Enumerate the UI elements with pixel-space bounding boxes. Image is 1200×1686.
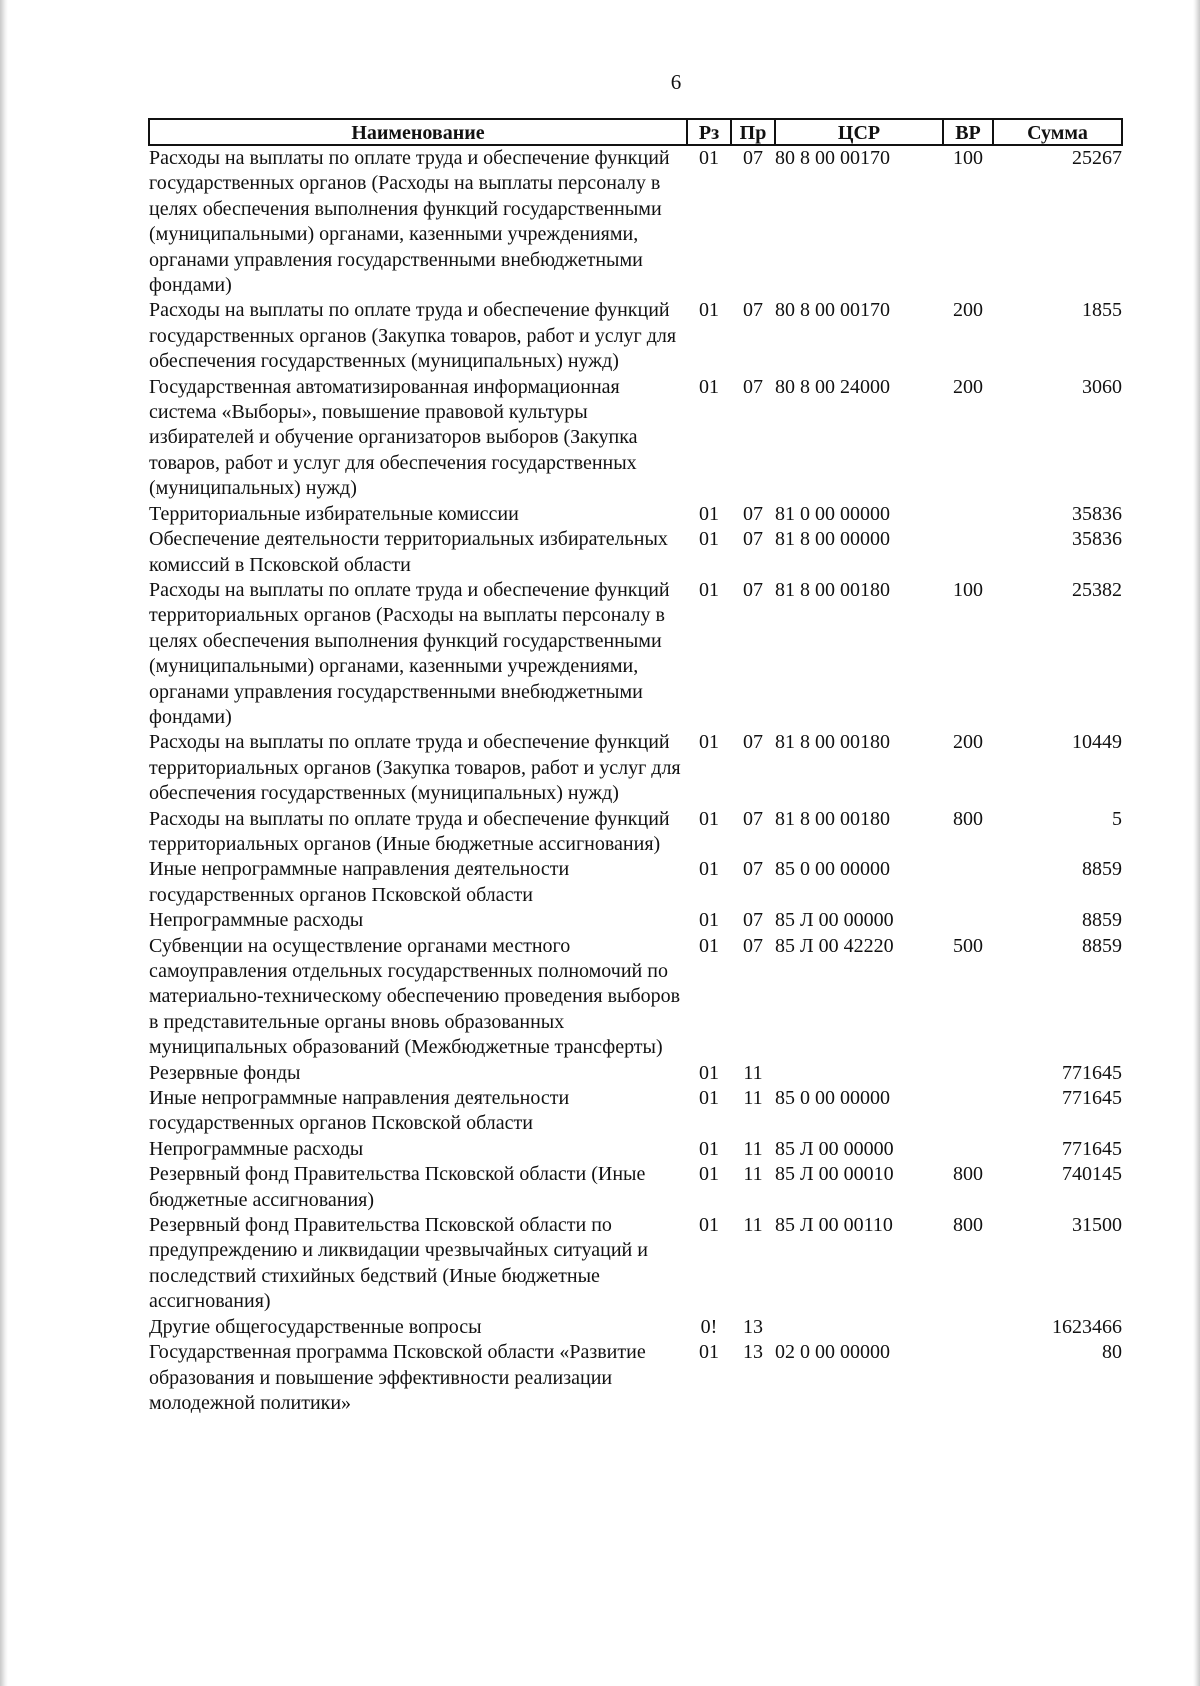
row-name: Субвенции на осуществление органами местного самоуправления отдельных государственных полномочий по материально-техническому обеспечению проведения выборов в представительные органы вновь образованных муниципальных образований (Межбюджетные трансферты)	[149, 934, 681, 1059]
row-sum: 8859	[1082, 934, 1122, 957]
row-csr: 02 0 00 00000	[775, 1341, 890, 1364]
row-csr: 80 8 00 00170	[775, 299, 890, 322]
row-pr: 07	[743, 502, 763, 525]
table-row	[149, 1315, 1122, 1340]
row-sum: 80	[1102, 1341, 1122, 1364]
budget-table	[148, 118, 1123, 1416]
row-csr: 85 Л 00 42220	[775, 934, 894, 957]
row-pr: 07	[743, 375, 763, 398]
table-body	[149, 145, 1122, 1416]
row-vr	[943, 1061, 993, 1086]
row-csr: 80 8 00 24000	[775, 375, 890, 398]
table-row	[149, 908, 1122, 933]
row-rz: 01	[699, 578, 719, 601]
row-rz: 01	[699, 1341, 719, 1364]
table-row	[149, 1162, 1122, 1213]
row-vr: 800	[953, 807, 983, 830]
header-csr: ЦСР	[775, 119, 943, 145]
row-sum: 771645	[1062, 1061, 1122, 1084]
row-pr: 07	[743, 934, 763, 957]
row-name: Расходы на выплаты по оплате труда и обеспечение функций территориальных органов (Закупка товаров, работ и услуг для обеспечения государственных (муниципальных) нужд)	[149, 731, 681, 805]
row-pr: 11	[743, 1061, 763, 1084]
row-vr	[943, 1315, 993, 1340]
row-vr	[943, 908, 993, 933]
row-csr: 81 0 00 00000	[775, 502, 890, 525]
row-vr	[943, 502, 993, 527]
table-row	[149, 857, 1122, 908]
row-sum: 35836	[1072, 528, 1122, 551]
row-csr: 81 8 00 00000	[775, 528, 890, 551]
row-vr: 800	[953, 1214, 983, 1237]
row-name: Иные непрограммные направления деятельности государственных органов Псковской области	[149, 1087, 570, 1135]
row-name: Территориальные избирательные комиссии	[149, 502, 519, 525]
row-pr: 11	[743, 1087, 763, 1110]
row-csr: 85 0 00 00000	[775, 1087, 890, 1110]
row-sum: 8859	[1082, 858, 1122, 881]
row-rz: 01	[699, 375, 719, 398]
row-pr: 11	[743, 1214, 763, 1237]
row-sum: 3060	[1082, 375, 1122, 398]
row-sum: 25267	[1072, 147, 1122, 169]
row-pr: 07	[743, 299, 763, 322]
table-row	[149, 1137, 1122, 1162]
row-sum: 10449	[1072, 731, 1122, 754]
table-row	[149, 1086, 1122, 1137]
row-sum: 8859	[1082, 909, 1122, 932]
row-sum: 25382	[1072, 578, 1122, 601]
row-rz: 01	[699, 731, 719, 754]
row-name: Непрограммные расходы	[149, 1137, 364, 1160]
row-csr: 81 8 00 00180	[775, 578, 890, 601]
table-row	[149, 527, 1122, 578]
row-vr: 800	[953, 1163, 983, 1186]
row-vr	[943, 1086, 993, 1137]
row-csr	[775, 1061, 943, 1086]
row-sum: 5	[1112, 807, 1122, 830]
row-name: Другие общегосударственные вопросы	[149, 1315, 482, 1338]
row-rz: 01	[699, 1163, 719, 1186]
row-name: Резервный фонд Правительства Псковской области по предупреждению и ликвидации чрезвычайных ситуаций и последствий стихийных бедствий (Иные бюджетные ассигнования)	[149, 1214, 648, 1313]
row-sum: 740145	[1062, 1163, 1122, 1186]
row-csr: 81 8 00 00180	[775, 731, 890, 754]
row-name: Расходы на выплаты по оплате труда и обеспечение функций территориальных органов (Расходы на выплаты персоналу в целях обеспечения выполнения функций государственными (муниципальными) органами, казенными учреждениями, органами управления государственными внебюджетными фондами)	[149, 578, 670, 728]
row-name: Государственная программа Псковской области «Развитие образования и повышение эффективности реализации молодежной политики»	[149, 1341, 646, 1414]
row-rz: 01	[699, 1214, 719, 1237]
row-pr: 07	[743, 528, 763, 551]
row-sum: 31500	[1072, 1214, 1122, 1237]
scan-edge-left	[0, 0, 8, 1686]
row-name: Расходы на выплаты по оплате труда и обеспечение функций территориальных органов (Иные бюджетные ассигнования)	[149, 807, 670, 855]
row-rz: 01	[699, 934, 719, 957]
table-row	[149, 807, 1122, 858]
row-name: Расходы на выплаты по оплате труда и обеспечение функций государственных органов (Закупка товаров, работ и услуг для обеспечения государственных (муниципальных) нужд)	[149, 299, 677, 373]
row-pr: 13	[743, 1341, 763, 1364]
row-name: Иные непрограммные направления деятельности государственных органов Псковской области	[149, 858, 570, 906]
row-csr: 85 Л 00 00110	[775, 1214, 893, 1237]
row-rz: 01	[699, 528, 719, 551]
row-pr: 07	[743, 578, 763, 601]
table-row	[149, 502, 1122, 527]
row-rz: 01	[699, 909, 719, 932]
row-pr: 07	[743, 909, 763, 932]
table-header-row	[149, 119, 1122, 145]
row-name: Обеспечение деятельности территориальных избирательных комиссий в Псковской области	[149, 528, 668, 576]
row-rz: 01	[699, 1087, 719, 1110]
row-pr: 07	[743, 731, 763, 754]
table-row	[149, 934, 1122, 1061]
table-row	[149, 730, 1122, 806]
row-rz: 01	[699, 807, 719, 830]
row-vr	[943, 1340, 993, 1416]
row-pr: 13	[743, 1315, 763, 1338]
table-row	[149, 298, 1122, 374]
row-name: Резервные фонды	[149, 1061, 301, 1084]
row-sum: 771645	[1062, 1087, 1122, 1110]
header-sum: Сумма	[993, 119, 1122, 145]
row-csr: 80 8 00 00170	[775, 147, 890, 169]
row-sum: 35836	[1072, 502, 1122, 525]
row-sum: 1855	[1082, 299, 1122, 322]
row-pr: 07	[743, 147, 763, 169]
row-csr: 85 Л 00 00000	[775, 909, 894, 932]
row-rz: 0!	[700, 1315, 718, 1338]
row-rz: 01	[699, 1137, 719, 1160]
row-vr: 200	[953, 731, 983, 754]
row-vr: 200	[953, 299, 983, 322]
table-row	[149, 145, 1122, 298]
row-csr	[775, 1315, 943, 1340]
row-name: Государственная автоматизированная информационная система «Выборы», повышение правовой культуры избирателей и обучение организаторов выборов (Закупка товаров, работ и услуг для обеспечения государственных (муниципальных) нужд)	[149, 375, 638, 500]
table-row	[149, 578, 1122, 730]
row-pr: 11	[743, 1163, 763, 1186]
table-row	[149, 375, 1122, 502]
table-row	[149, 1340, 1122, 1416]
row-rz: 01	[699, 147, 719, 169]
row-vr: 500	[953, 934, 983, 957]
row-csr: 85 Л 00 00010	[775, 1163, 894, 1186]
header-name: Наименование	[149, 119, 687, 145]
row-sum: 771645	[1062, 1137, 1122, 1160]
row-vr: 100	[953, 578, 983, 601]
scan-edge-right	[1193, 0, 1200, 1686]
row-vr	[943, 857, 993, 908]
page-number: 6	[670, 70, 682, 94]
header-pr: Пр	[731, 119, 775, 145]
row-sum: 1623466	[1052, 1315, 1122, 1338]
row-vr	[943, 527, 993, 578]
header-rz: Рз	[687, 119, 731, 145]
row-rz: 01	[699, 858, 719, 881]
table-row	[149, 1213, 1122, 1315]
row-pr: 07	[743, 858, 763, 881]
row-rz: 01	[699, 502, 719, 525]
row-vr	[943, 1137, 993, 1162]
table-row	[149, 1061, 1122, 1086]
row-vr: 100	[953, 147, 983, 169]
row-name: Непрограммные расходы	[149, 909, 364, 932]
budget-table-container	[148, 118, 1121, 1416]
row-name: Расходы на выплаты по оплате труда и обеспечение функций государственных органов (Расходы на выплаты персоналу в целях обеспечения выполнения функций государственными (муниципальными) органами, казенными учреждениями, органами управления государственными внебюджетными фондами)	[149, 147, 670, 297]
header-vr: ВР	[943, 119, 993, 145]
row-rz: 01	[699, 299, 719, 322]
row-vr: 200	[953, 375, 983, 398]
row-pr: 07	[743, 807, 763, 830]
row-csr: 85 0 00 00000	[775, 858, 890, 881]
row-rz: 01	[699, 1061, 719, 1084]
row-pr: 11	[743, 1137, 763, 1160]
row-name: Резервный фонд Правительства Псковской области (Иные бюджетные ассигнования)	[149, 1163, 646, 1211]
row-csr: 81 8 00 00180	[775, 807, 890, 830]
row-csr: 85 Л 00 00000	[775, 1137, 894, 1160]
